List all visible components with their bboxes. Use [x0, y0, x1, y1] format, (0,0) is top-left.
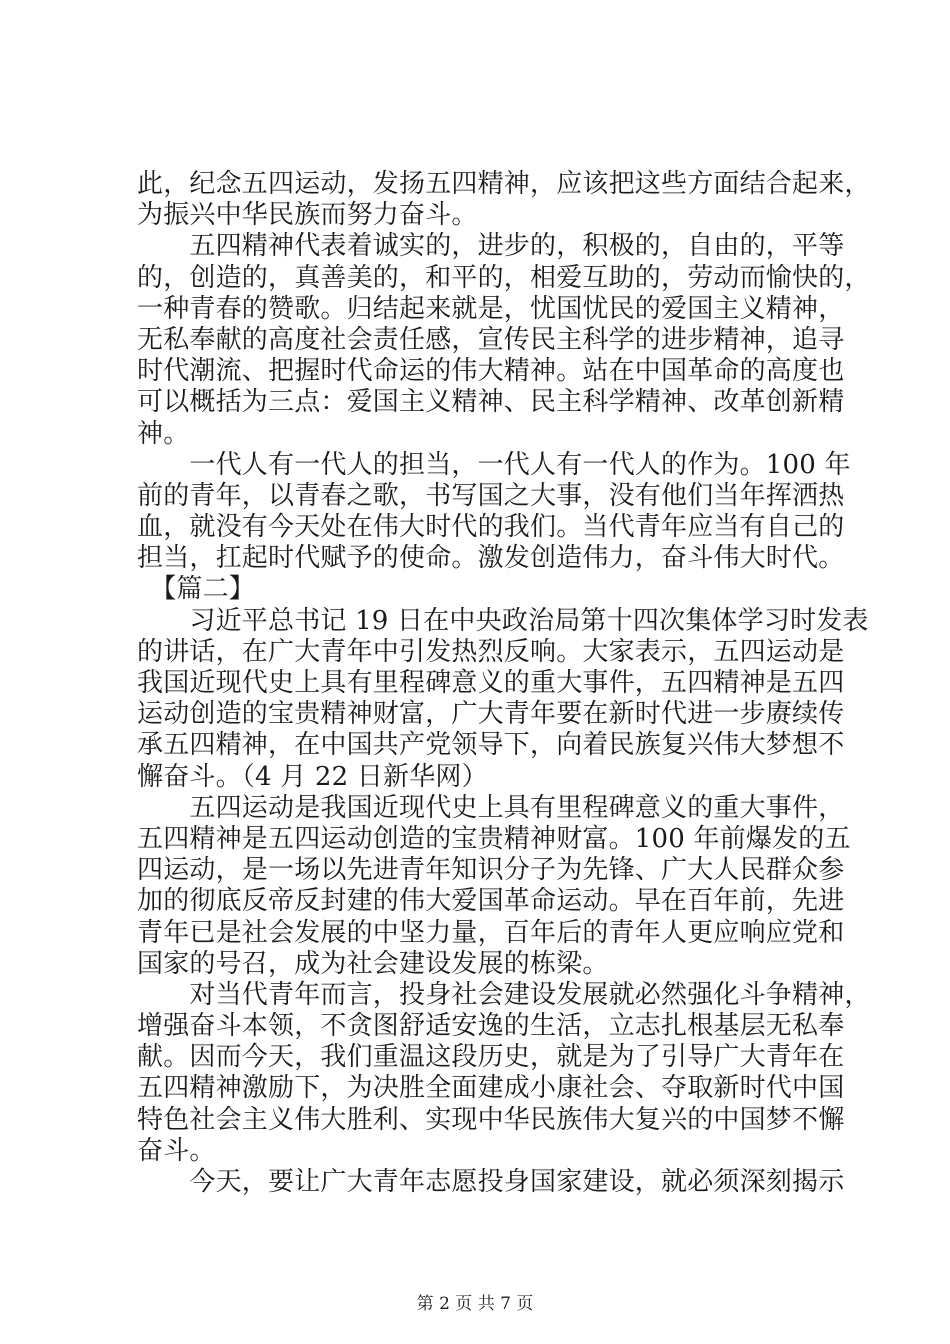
- text-line: 五四精神激励下，为决胜全面建成小康社会、夺取新时代中国: [137, 1073, 845, 1104]
- text-line: 为振兴中华民族而努力奋斗。: [137, 200, 478, 231]
- text-line: 担当，扛起时代赋予的使命。激发创造伟力，奋斗伟大时代。: [137, 543, 845, 574]
- text-line: 此，纪念五四运动，发扬五四精神，应该把这些方面结合起来，: [137, 169, 871, 199]
- section-heading: 【篇二】: [137, 574, 256, 605]
- text-line: 的讲话，在广大青年中引发热烈反响。大家表示，五四运动是: [137, 636, 845, 667]
- text-line: 对当代青年而言，投身社会建设发展就必然强化斗争精神，: [137, 979, 871, 1010]
- text-line: 五四运动是我国近现代史上具有里程碑意义的重大事件，: [137, 792, 845, 823]
- text-line: 运动创造的宝贵精神财富，广大青年要在新时代进一步赓续传: [137, 699, 845, 730]
- text-line: 四运动，是一场以先进青年知识分子为先锋、广大人民群众参: [137, 855, 845, 886]
- text-line: 时代潮流、把握时代命运的伟大精神。站在中国革命的高度也: [137, 356, 845, 387]
- text-line: 神。: [137, 418, 190, 449]
- text-line: 血，就没有今天处在伟大时代的我们。当代青年应当有自己的: [137, 512, 845, 543]
- text-line: 前的青年，以青春之歌，书写国之大事，没有他们当年挥洒热: [137, 480, 845, 511]
- text-line: 一种青春的赞歌。归结起来就是，忧国忧民的爱国主义精神，: [137, 293, 845, 324]
- text-line: 青年已是社会发展的中坚力量，百年后的青年人更应响应党和: [137, 917, 845, 948]
- text-line: 的，创造的，真善美的，和平的，相爱互助的，劳动而愉快的，: [137, 262, 871, 293]
- text-line: 国家的号召，成为社会建设发展的栋梁。: [137, 948, 609, 979]
- text-line: 可以概括为三点：爱国主义精神、民主科学精神、改革创新精: [137, 387, 845, 418]
- page-number-footer: 第 2 页 共 7 页: [416, 1294, 534, 1314]
- body-text: [137, 169, 871, 1198]
- text-line: 懈奋斗。（4 月 22 日新华网）: [137, 761, 488, 792]
- text-line: 增强奋斗本领，不贪图舒适安逸的生活，立志扎根基层无私奉: [137, 1011, 845, 1042]
- text-line: 今天，要让广大青年志愿投身国家建设，就必须深刻揭示: [137, 1167, 845, 1197]
- text-line: 五四精神是五四运动创造的宝贵精神财富。100 年前爆发的五: [137, 823, 851, 854]
- text-line: 习近平总书记 19 日在中央政治局第十四次集体学习时发表: [137, 605, 869, 636]
- text-line: 一代人有一代人的担当，一代人有一代人的作为。100 年: [137, 449, 851, 480]
- text-line: 承五四精神，在中国共产党领导下，向着民族复兴伟大梦想不: [137, 730, 845, 761]
- text-line: 献。因而今天，我们重温这段历史，就是为了引导广大青年在: [137, 1042, 845, 1073]
- text-line: 特色社会主义伟大胜利、实现中华民族伟大复兴的中国梦不懈: [137, 1104, 845, 1135]
- text-line: 五四精神代表着诚实的，进步的，积极的，自由的，平等: [137, 231, 845, 262]
- text-line: 加的彻底反帝反封建的伟大爱国革命运动。早在百年前，先进: [137, 886, 845, 917]
- text-line: 我国近现代史上具有里程碑意义的重大事件，五四精神是五四: [137, 668, 845, 698]
- text-line: 奋斗。: [137, 1135, 216, 1166]
- text-line: 无私奉献的高度社会责任感，宣传民主科学的进步精神，追寻: [137, 324, 845, 355]
